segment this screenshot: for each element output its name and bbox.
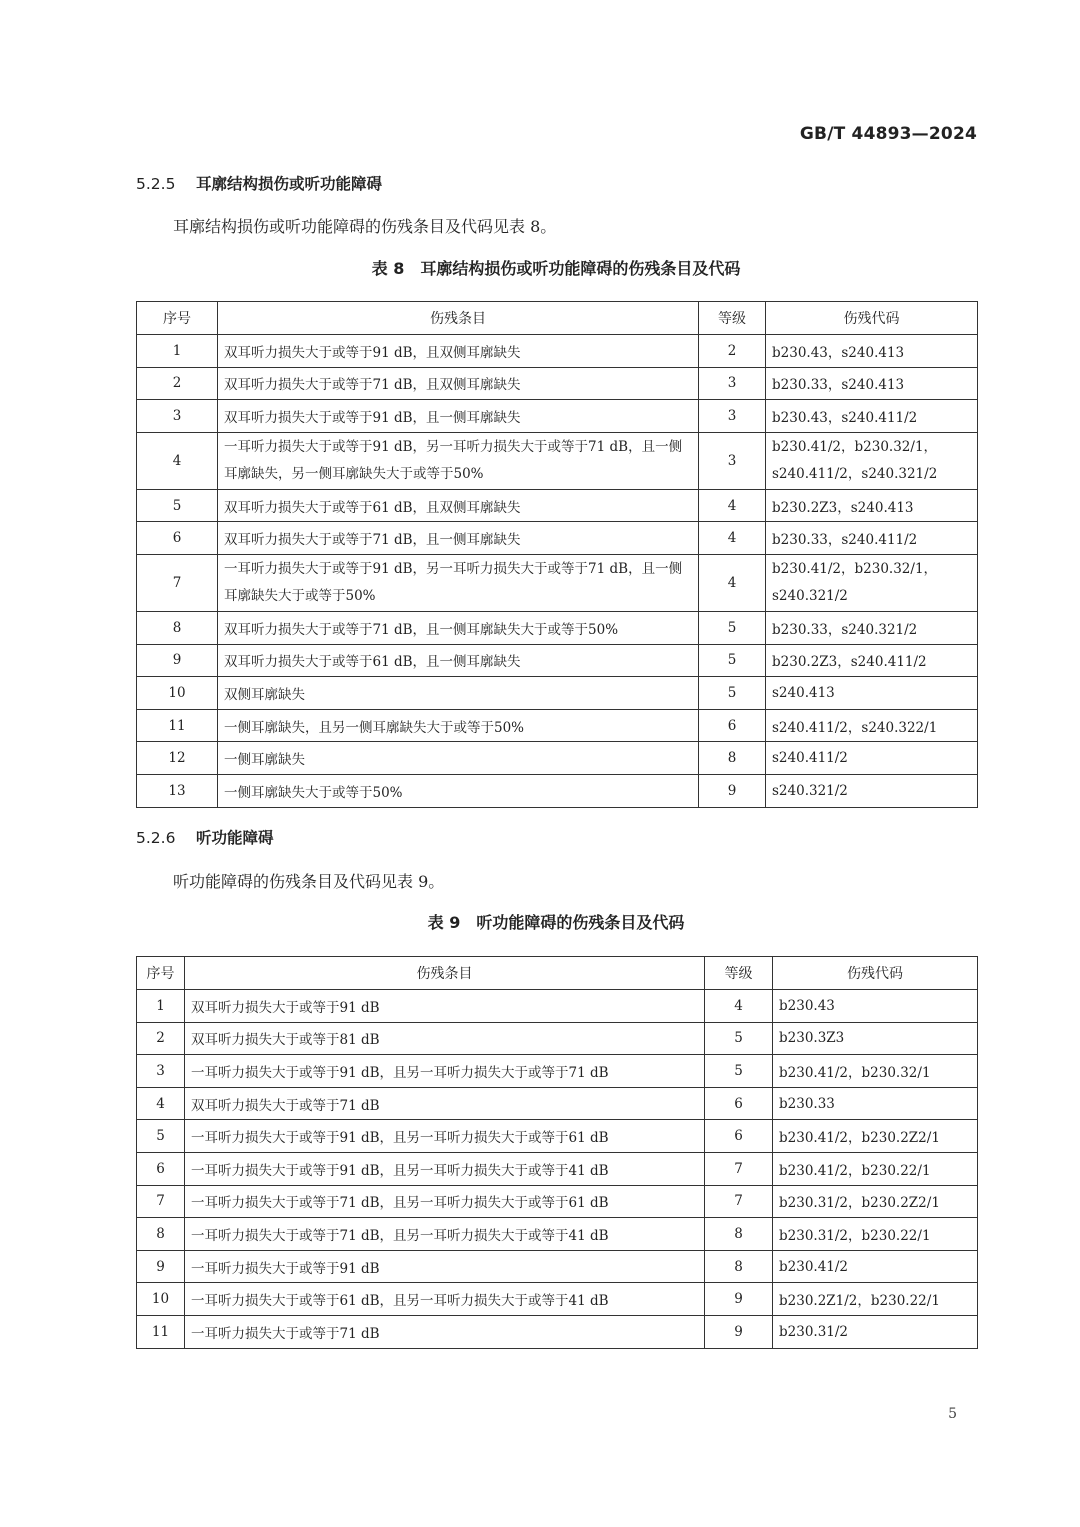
header-code: 伤残代码 xyxy=(773,957,978,990)
section-number: 5.2.6 xyxy=(136,829,176,847)
cell-item: 一侧耳廓缺失大于或等于50% xyxy=(218,774,699,807)
cell-code: b230.41/2，b230.32/1，s240.321/2 xyxy=(766,554,978,611)
cell-no: 2 xyxy=(137,1022,185,1055)
table-row xyxy=(137,432,978,489)
cell-item: 一耳听力损失大于或等于91 dB，且另一耳听力损失大于或等于41 dB xyxy=(185,1152,705,1185)
cell-grade: 7 xyxy=(705,1152,773,1185)
table-header-row xyxy=(137,957,978,990)
cell-code: b230.43，s240.411/2 xyxy=(766,400,978,433)
section-heading-5-2-5 xyxy=(136,172,382,194)
cell-grade: 6 xyxy=(705,1120,773,1153)
cell-code: b230.31/2，b230.22/1 xyxy=(773,1218,978,1251)
cell-item: 一耳听力损失大于或等于71 dB，且另一耳听力损失大于或等于41 dB xyxy=(185,1218,705,1251)
table-row xyxy=(137,1250,978,1283)
cell-no: 5 xyxy=(137,489,218,522)
table-caption-9: 表 9 听功能障碍的伤残条目及代码 xyxy=(427,913,685,932)
cell-no: 11 xyxy=(137,709,218,742)
cell-grade: 4 xyxy=(705,990,773,1023)
table-row xyxy=(137,367,978,400)
cell-item: 一耳听力损失大于或等于91 dB xyxy=(185,1250,705,1283)
cell-grade: 6 xyxy=(705,1087,773,1120)
table-row xyxy=(137,400,978,433)
table-row xyxy=(137,554,978,611)
table-row xyxy=(137,677,978,710)
header-no: 序号 xyxy=(137,957,185,990)
cell-grade: 5 xyxy=(699,677,766,710)
cell-no: 13 xyxy=(137,774,218,807)
cell-code: b230.33 xyxy=(773,1087,978,1120)
cell-code: b230.41/2，b230.22/1 xyxy=(773,1152,978,1185)
section-heading-5-2-6 xyxy=(136,826,274,848)
table-row xyxy=(137,1120,978,1153)
table-row xyxy=(137,1218,978,1251)
cell-no: 1 xyxy=(137,990,185,1023)
cell-grade: 4 xyxy=(699,489,766,522)
table-row xyxy=(137,1087,978,1120)
cell-grade: 9 xyxy=(705,1315,773,1348)
table-row xyxy=(137,774,978,807)
cell-no: 1 xyxy=(137,335,218,368)
cell-no: 7 xyxy=(137,554,218,611)
cell-code: b230.33，s240.321/2 xyxy=(766,611,978,644)
cell-code: b230.33，s240.413 xyxy=(766,367,978,400)
header-grade: 等级 xyxy=(699,302,766,335)
table-9 xyxy=(136,956,978,1349)
header-item: 伤残条目 xyxy=(185,957,705,990)
table-caption-8: 表 8 耳廓结构损伤或听功能障碍的伤残条目及代码 xyxy=(371,259,741,278)
table-row xyxy=(137,522,978,555)
cell-code: b230.2Z3，s240.413 xyxy=(766,489,978,522)
cell-item: 一耳听力损失大于或等于91 dB，且另一耳听力损失大于或等于61 dB xyxy=(185,1120,705,1153)
table-row xyxy=(137,644,978,677)
section-number: 5.2.5 xyxy=(136,175,176,193)
page-number: 5 xyxy=(948,1406,957,1422)
cell-grade: 3 xyxy=(699,367,766,400)
cell-no: 4 xyxy=(137,1087,185,1120)
cell-item: 双耳听力损失大于或等于61 dB，且一侧耳廓缺失 xyxy=(218,644,699,677)
cell-no: 10 xyxy=(137,1283,185,1316)
cell-code: b230.41/2，b230.32/1，s240.411/2，s240.321/2 xyxy=(766,432,978,489)
cell-code: s240.411/2 xyxy=(766,742,978,775)
cell-item: 一耳听力损失大于或等于71 dB xyxy=(185,1315,705,1348)
cell-code: s240.321/2 xyxy=(766,774,978,807)
table-row xyxy=(137,1152,978,1185)
table-row xyxy=(137,335,978,368)
standard-code: GB/T 44893—2024 xyxy=(799,124,977,144)
section-title: 听功能障碍 xyxy=(196,829,274,847)
cell-item: 双耳听力损失大于或等于91 dB，且双侧耳廓缺失 xyxy=(218,335,699,368)
table-row xyxy=(137,489,978,522)
section-intro: 听功能障碍的伤残条目及代码见表 9。 xyxy=(173,872,445,891)
table-row xyxy=(137,1055,978,1088)
cell-grade: 3 xyxy=(699,400,766,433)
cell-item: 双耳听力损失大于或等于91 dB xyxy=(185,990,705,1023)
cell-code: b230.31/2 xyxy=(773,1315,978,1348)
cell-item: 一耳听力损失大于或等于91 dB，另一耳听力损失大于或等于71 dB，且一侧耳廓缺失大于或等于50% xyxy=(218,554,699,611)
cell-grade: 8 xyxy=(705,1250,773,1283)
table-row xyxy=(137,1315,978,1348)
cell-item: 双耳听力损失大于或等于61 dB，且双侧耳廓缺失 xyxy=(218,489,699,522)
cell-no: 8 xyxy=(137,611,218,644)
cell-code: b230.41/2 xyxy=(773,1250,978,1283)
cell-item: 双耳听力损失大于或等于91 dB，且一侧耳廓缺失 xyxy=(218,400,699,433)
table-row xyxy=(137,742,978,775)
cell-code: b230.43，s240.413 xyxy=(766,335,978,368)
cell-code: b230.33，s240.411/2 xyxy=(766,522,978,555)
cell-no: 2 xyxy=(137,367,218,400)
cell-item: 双耳听力损失大于或等于71 dB，且双侧耳廓缺失 xyxy=(218,367,699,400)
table-header-row xyxy=(137,302,978,335)
cell-no: 3 xyxy=(137,400,218,433)
cell-code: b230.41/2，b230.32/1 xyxy=(773,1055,978,1088)
cell-grade: 5 xyxy=(699,644,766,677)
cell-no: 5 xyxy=(137,1120,185,1153)
cell-no: 8 xyxy=(137,1218,185,1251)
cell-no: 12 xyxy=(137,742,218,775)
table-row xyxy=(137,709,978,742)
cell-item: 一侧耳廓缺失，且另一侧耳廓缺失大于或等于50% xyxy=(218,709,699,742)
cell-grade: 5 xyxy=(705,1022,773,1055)
table-row xyxy=(137,1022,978,1055)
cell-grade: 2 xyxy=(699,335,766,368)
table-8 xyxy=(136,301,978,808)
table-row xyxy=(137,990,978,1023)
cell-no: 9 xyxy=(137,1250,185,1283)
cell-item: 一耳听力损失大于或等于61 dB，且另一耳听力损失大于或等于41 dB xyxy=(185,1283,705,1316)
cell-no: 3 xyxy=(137,1055,185,1088)
cell-code: s240.413 xyxy=(766,677,978,710)
cell-item: 双耳听力损失大于或等于71 dB，且一侧耳廓缺失大于或等于50% xyxy=(218,611,699,644)
cell-code: b230.2Z1/2，b230.22/1 xyxy=(773,1283,978,1316)
cell-item: 双耳听力损失大于或等于81 dB xyxy=(185,1022,705,1055)
table-row xyxy=(137,1283,978,1316)
cell-item: 一耳听力损失大于或等于91 dB，另一耳听力损失大于或等于71 dB，且一侧耳廓缺失，另一侧耳廓缺失大于或等于50% xyxy=(218,432,699,489)
header-grade: 等级 xyxy=(705,957,773,990)
cell-grade: 5 xyxy=(699,611,766,644)
cell-code: b230.2Z3，s240.411/2 xyxy=(766,644,978,677)
cell-code: s240.411/2，s240.322/1 xyxy=(766,709,978,742)
cell-code: b230.41/2，b230.2Z2/1 xyxy=(773,1120,978,1153)
cell-no: 4 xyxy=(137,432,218,489)
cell-item: 双耳听力损失大于或等于71 dB xyxy=(185,1087,705,1120)
cell-no: 6 xyxy=(137,1152,185,1185)
cell-no: 11 xyxy=(137,1315,185,1348)
cell-code: b230.43 xyxy=(773,990,978,1023)
cell-grade: 4 xyxy=(699,554,766,611)
cell-item: 一耳听力损失大于或等于91 dB，且另一耳听力损失大于或等于71 dB xyxy=(185,1055,705,1088)
cell-code: b230.31/2，b230.2Z2/1 xyxy=(773,1185,978,1218)
cell-grade: 3 xyxy=(699,432,766,489)
cell-grade: 9 xyxy=(705,1283,773,1316)
section-title: 耳廓结构损伤或听功能障碍 xyxy=(196,175,383,193)
section-intro: 耳廓结构损伤或听功能障碍的伤残条目及代码见表 8。 xyxy=(173,217,557,236)
table-row xyxy=(137,1185,978,1218)
cell-grade: 9 xyxy=(699,774,766,807)
cell-no: 6 xyxy=(137,522,218,555)
header-item: 伤残条目 xyxy=(218,302,699,335)
cell-item: 一侧耳廓缺失 xyxy=(218,742,699,775)
cell-grade: 8 xyxy=(699,742,766,775)
header-no: 序号 xyxy=(137,302,218,335)
cell-grade: 5 xyxy=(705,1055,773,1088)
cell-item: 双耳听力损失大于或等于71 dB，且一侧耳廓缺失 xyxy=(218,522,699,555)
cell-grade: 4 xyxy=(699,522,766,555)
cell-no: 10 xyxy=(137,677,218,710)
cell-item: 一耳听力损失大于或等于71 dB，且另一耳听力损失大于或等于61 dB xyxy=(185,1185,705,1218)
table-row xyxy=(137,611,978,644)
cell-item: 双侧耳廓缺失 xyxy=(218,677,699,710)
cell-grade: 8 xyxy=(705,1218,773,1251)
cell-code: b230.3Z3 xyxy=(773,1022,978,1055)
cell-grade: 6 xyxy=(699,709,766,742)
cell-no: 9 xyxy=(137,644,218,677)
cell-grade: 7 xyxy=(705,1185,773,1218)
header-code: 伤残代码 xyxy=(766,302,978,335)
cell-no: 7 xyxy=(137,1185,185,1218)
